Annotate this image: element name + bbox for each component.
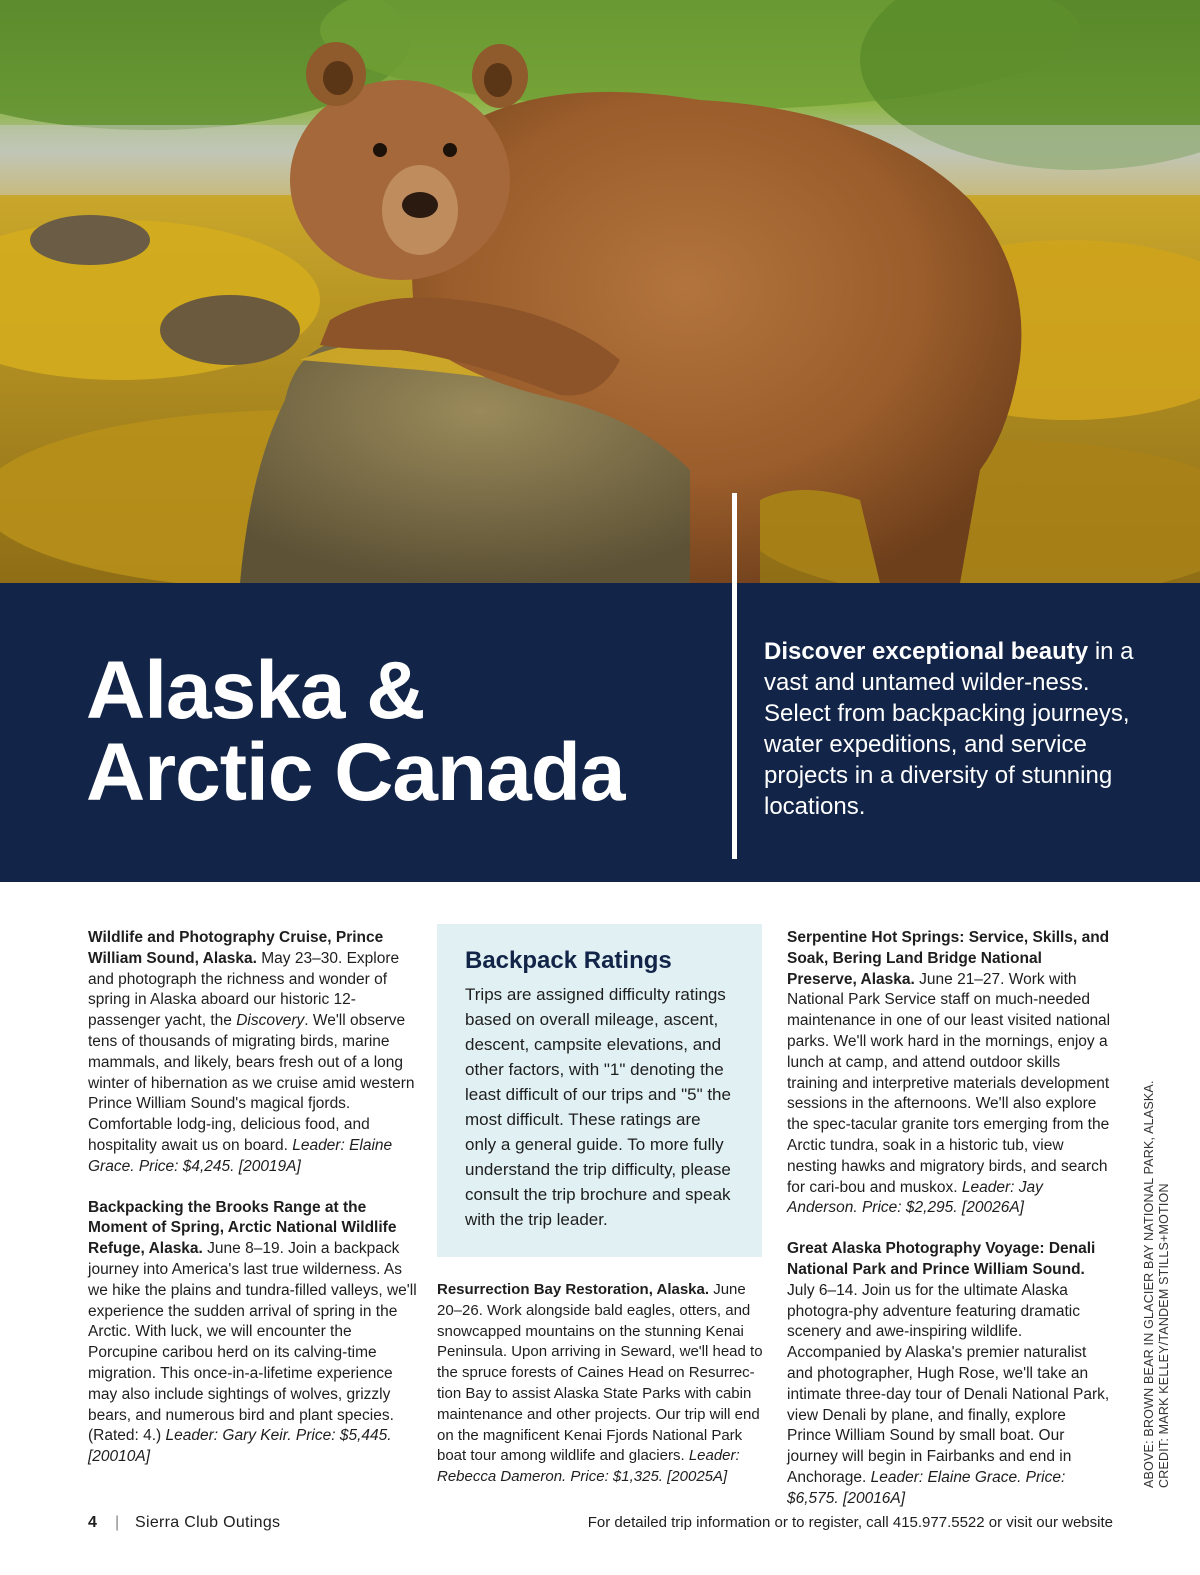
column-1 — [88, 928, 418, 1488]
page-title-line2: Arctic Canada — [86, 727, 625, 818]
sidebar-body: Trips are assigned difficulty ratings based on overall mileage, ascent, descent, campsite elevations, and other factors, with "1" denoting the least difficult of our trips and "5" the most difficult. These ratings are only a general guide. To more fully understand the trip difficulty, please consult the trip brochure and speak with the trip leader. — [465, 985, 731, 1229]
trip-text: . We'll observe tens of thousands of migrating birds, marine mammals, and likely, bears fresh out of a long winter of hibernation as we cruise amid western Prince William Sound's magical fjords. Comfortable lodg-ing, delicious food, and hospitality await us on board. — [88, 1012, 415, 1154]
trip-brooks-range — [88, 1198, 418, 1468]
trip-serpentine-hot-springs — [787, 928, 1113, 1219]
trip-heading: Wildlife and Photography Cruise, Prince William Sound, Alaska. — [88, 929, 384, 967]
trip-text: June 21–27. Work with National Park Service staff on much-needed maintenance in one of our least visited national parks. We'll work hard in the mornings, enjoy a lunch at camp, and attend outdoor skills training and interpretive materials development sessions in the afternoons. We'll also explore the spec-tacular granite tors emerging from the Arctic tundra, soak in a historic tub, view nesting hawks and migratory birds, and search for cari-bou and muskox. — [787, 970, 1111, 1196]
column-2 — [437, 1280, 765, 1508]
footer-separator: | — [115, 1514, 120, 1531]
brown-bear-image — [0, 0, 1200, 583]
column-3 — [787, 928, 1113, 1530]
trip-leader-price: Leader: Gary Keir. Price: $5,445. [20010A] — [88, 1427, 392, 1466]
trip-text: July 6–14. Join us for the ultimate Alaska photogra-phy adventure featuring dramatic scenery and awe-inspiring wildlife. Accompanied by Alaska's premier naturalist and photographer, Hugh Rose, we'll take an intimate three-day tour of Denali National Park, view Denali by plane, and finally, explore Prince William Sound by small boat. Our journey will begin in Fairbanks and end in Anchorage. — [787, 1281, 1110, 1486]
sidebar-title: Backpack Ratings — [465, 947, 672, 974]
trip-leader-price: Leader: Rebecca Dameron. Price: $1,325. [20025A] — [437, 1447, 740, 1486]
trip-heading: Serpentine Hot Springs: Service, Skills, and Soak, Bering Land Bridge National Preserve, Alaska. — [787, 929, 1110, 988]
backpack-ratings-box — [437, 924, 762, 1257]
intro-text — [764, 636, 1134, 822]
ship-name: Discovery — [236, 1012, 305, 1030]
vertical-divider — [732, 493, 737, 859]
trip-text: June 8–19. Join a backpack journey into America's last true wilderness. As we hike the plains and tundra-filled valleys, we'll experience the sudden arrival of spring in the Arctic. With luck, we will encounter the Porcupine caribou herd on its calving-time migration. This once-in-a-lifetime experience may also include sightings of wolves, grizzly bears, and numerous bird and plant species. (Rated: 4.) — [88, 1240, 417, 1445]
page-footer — [88, 1514, 1113, 1538]
page-title-line1: Alaska & — [86, 645, 425, 736]
intro-bold: Discover exceptional beauty — [764, 638, 1089, 665]
trip-heading: Great Alaska Photography Voyage: Denali National Park and Prince William Sound. — [787, 1240, 1096, 1278]
footer-contact: For detailed trip information or to register, call 415.977.5522 or visit our website — [587, 1514, 1113, 1531]
trip-heading: Backpacking the Brooks Range at the Moment of Spring, Arctic National Wildlife Refuge, Alaska. — [88, 1198, 397, 1258]
trip-leader-price: Leader: Elaine Grace. Price: $6,575. [20016A] — [787, 1468, 1066, 1507]
trip-denali-photography — [787, 1239, 1113, 1509]
trip-leader-price: Leader: Elaine Grace. Price: $4,245. [20019A] — [88, 1136, 393, 1175]
page-number: 4 — [88, 1514, 97, 1531]
trip-wildlife-cruise — [88, 928, 418, 1178]
trip-leader-price: Leader: Jay Anderson. Price: $2,295. [20026A] — [787, 1178, 1043, 1217]
intro-rest: in a vast and untamed wilder-ness. Select from backpacking journeys, water expeditions, and service projects in a diversity of stunning locations. — [764, 638, 1134, 820]
photo-credit-line: CREDIT: MARK KELLEY/TANDEM STILLS+MOTION — [1157, 1183, 1171, 1488]
hero-photo — [0, 0, 1200, 583]
page-title — [86, 645, 706, 818]
trip-heading: Resurrection Bay Restoration, Alaska. — [437, 1281, 710, 1298]
photo-caption: ABOVE: BROWN BEAR IN GLACIER BAY NATIONAL PARK, ALASKA. — [1142, 1080, 1156, 1488]
publication-name: Sierra Club Outings — [135, 1514, 281, 1531]
trip-resurrection-bay — [437, 1280, 765, 1488]
trip-text: June 20–26. Work alongside bald eagles, otters, and snowcapped mountains on the stunning Kenai Peninsula. Upon arriving in Seward, we'll head to the spruce forests of Caines Head on Resurrec-tion Bay to assist Alaska State Parks with cabin maintenance and other projects. Our trip will end on the magnificent Kenai Fjords National Park boat tour among wildlife and glaciers. — [437, 1281, 763, 1465]
trip-text: May 23–30. Explore and photograph the richness and wonder of spring in Alaska aboard our historic 12-passenger yacht, the — [88, 949, 400, 1030]
photo-credit — [1142, 1080, 1172, 1488]
